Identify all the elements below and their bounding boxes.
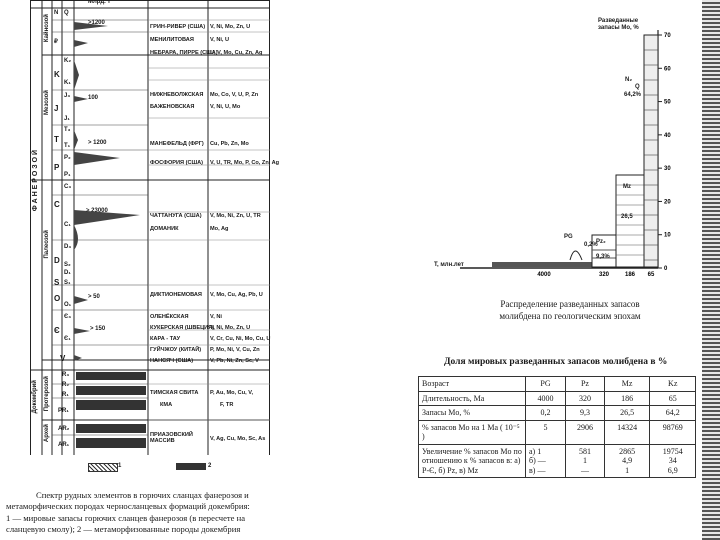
period-c: C [54, 200, 60, 209]
segment-label-mz: 26,5 [621, 214, 633, 220]
mo-share-table [418, 376, 696, 478]
y-tick-label: 30 [664, 166, 671, 173]
column-header: Млрд. т [88, 0, 111, 5]
era-label-mz: Мезозой [44, 90, 50, 115]
table-cell: 320 [566, 391, 605, 406]
eon-label-precambrian: Докембрий [32, 380, 38, 414]
period-cm3: Є₃ [64, 314, 72, 320]
x-tick-label: 4000 [537, 272, 551, 278]
era-label-pt: Протерозой [44, 376, 50, 412]
chart-y-title-line2: запасы Mo, % [598, 25, 639, 31]
period-p: P [54, 163, 60, 172]
period-p2: P₂ [64, 155, 71, 161]
chart-caption-line: молибдена по геологическим эпохам [499, 311, 641, 321]
period-d1: D₁ [64, 270, 71, 276]
legend-swatch-2 [176, 463, 206, 470]
period-k2: K₂ [64, 58, 71, 64]
period-r2: R₂ [62, 382, 69, 388]
element-list: V, Mo, Cu, Ag, Pb, U [210, 292, 263, 298]
caption-line: сланцевую смолу); 2 — метаморфизованные породы докембрия [6, 524, 241, 535]
caption-line: 1 — мировые запасы горючих сланцев фанерозоя (в пересчете на [6, 512, 246, 523]
deposit-label: ДОМАНИК [150, 226, 179, 232]
period-j: J [54, 104, 59, 113]
period-j1: J₁ [64, 116, 70, 122]
legend-swatch-1 [88, 463, 118, 472]
deposit-label: НАНСЯЧ (США) [150, 358, 194, 364]
table-row [419, 444, 696, 478]
element-list: V, Ni, Mo, Zn, U [210, 24, 251, 30]
element-list: F, TR [220, 402, 234, 408]
y-tick-label: 10 [664, 232, 671, 239]
table-cell: 2865 4,9 1 [604, 444, 650, 478]
chart-caption-line: Распределение разведанных запасов [500, 299, 640, 309]
period-k1: K₁ [64, 80, 71, 86]
annotation-n2: N₂ [625, 77, 632, 83]
element-list: V, U, TR, Mo, P, Co, Zn, Ag [210, 160, 280, 166]
period-t1: T₁ [64, 143, 71, 149]
left-caption [6, 490, 250, 536]
period-s: S [54, 278, 60, 287]
row-label: Длительность, Ма [419, 391, 526, 406]
area-segment-pg [492, 262, 592, 267]
eon-label-phanerozoic: Ф А Н Е Р О З О Й [32, 150, 39, 212]
caption-line: Спектр рудных элементов в горючих сланцах фанерозоя и [36, 490, 249, 500]
period-v: V [60, 354, 66, 363]
row-label: Запасы Mo, % [419, 406, 526, 421]
element-list: V, Pb, Ni, Zn, Sc, V [210, 358, 259, 364]
period-c3: C₃ [64, 184, 72, 190]
deposit-label: ТИМСКАЯ СВИТА [150, 390, 199, 396]
table-header-cell: Mz [604, 377, 650, 392]
table-cell: 9,3 [566, 406, 605, 421]
element-list: V, Ni, U, Mo [210, 104, 241, 110]
x-tick-label: 186 [624, 272, 636, 278]
area-segment-kz [644, 35, 658, 267]
reserve-label: > 23000 [86, 208, 108, 214]
table-header-row [419, 377, 696, 392]
period-s1: S₁ [64, 280, 71, 286]
era-label-pz: Палеозой [44, 230, 50, 259]
table-cell: 14324 [604, 420, 650, 444]
table-cell: 5 [526, 420, 566, 444]
y-tick-label: 50 [664, 99, 671, 106]
table-header-cell: Возраст [419, 377, 526, 392]
annotation-mz: Mz [623, 184, 631, 190]
deposit-label: ГРИН-РИВЕР (США) [150, 24, 206, 30]
table-row [419, 406, 696, 421]
x-tick-label: 320 [598, 272, 610, 278]
period-d3: D₃ [64, 244, 72, 250]
deposit-label: БАЖЕНОВСКАЯ [150, 104, 195, 110]
precambrian-bars [76, 372, 146, 448]
period-n: N [54, 10, 59, 16]
legend-label-1: 1 [118, 463, 122, 469]
period-ar2: AR₂ [58, 426, 70, 432]
chart-y-title-line1: Разведанные [598, 18, 639, 24]
row-label: Увеличение % запасов Mo по отношению к % запасов в: а) Р-Є, б) Pz, в) Mz [419, 444, 526, 478]
deposit-label: КМА [160, 402, 173, 408]
y-tick-label: 0 [664, 266, 668, 272]
deposit-label: ФОСФОРИЯ (США) [150, 160, 204, 166]
x-axis-label: T, млн.лет [434, 262, 464, 268]
deposit-label: НЕБРАРА, ПИРРЕ (США) [150, 50, 218, 56]
period-ar1: AR₁ [58, 442, 70, 448]
element-list: U, V, Mo, Cu, Zn, Ag [210, 50, 263, 56]
annotation-q: Q [635, 84, 640, 90]
element-list: V, Ni [210, 314, 222, 320]
table-header-cell: PG [526, 377, 566, 392]
chart-caption [470, 298, 670, 322]
caption-line: метаморфических породах черносланцевых формаций докембрия: [6, 501, 250, 512]
reserve-label: > 150 [90, 326, 106, 332]
stratigraphic-ore-spectrum-figure [30, 0, 280, 455]
element-list: V, Cr, Cu, Ni, Mo, Cu, U [210, 336, 271, 342]
deposit-label: ДИКТИОНЕМОВАЯ [150, 292, 202, 298]
period-t3: T₃ [64, 127, 71, 133]
period-d: D [54, 256, 60, 265]
period-r1: R₁ [62, 392, 69, 398]
deposit-label: МЕНИЛИТОВАЯ [150, 37, 194, 43]
element-list: V, Ni, U [210, 37, 230, 43]
period-pg: ₽ [54, 39, 58, 45]
deposit-label: ОЛЕНЁКСКАЯ [150, 314, 189, 320]
deposit-label: МАНЕФЕЛЬД (ФРГ) [150, 141, 204, 147]
reserve-label: > 50 [88, 294, 100, 300]
annotation-pg: PG [564, 234, 573, 240]
table-header-cell: Kz [650, 377, 696, 392]
period-cm1: Є₁ [64, 336, 71, 342]
table-cell: 0,2 [526, 406, 566, 421]
period-pr1: PR₁ [58, 408, 69, 414]
segment-label-kz: 64,2% [624, 92, 642, 98]
y-tick-label: 60 [664, 66, 671, 73]
deposit-label: КУКЕРСКАЯ (ШВЕЦИЯ) [150, 325, 215, 331]
annotation-pz: Pz₂ [596, 239, 606, 245]
era-label-kz: Кайнозой [44, 14, 50, 43]
x-tick-label: 65 [647, 272, 655, 278]
table-cell: 26,5 [604, 406, 650, 421]
row-label: % запасов Mo на 1 Ма ( 10⁻⁵ ) [419, 420, 526, 444]
pg-arc [570, 251, 582, 260]
reserve-label: 100 [88, 95, 99, 101]
segment-label-pz: 9,3% [596, 254, 610, 260]
y-tick-label: 20 [664, 199, 671, 206]
table-row [419, 420, 696, 444]
y-tick-label: 70 [664, 33, 671, 39]
deposit-label: ЧАТТАНУГА (США) [150, 213, 202, 219]
table-cell: 65 [650, 391, 696, 406]
element-list: P, Mo, Ni, V, Cu, Zn [210, 347, 260, 353]
element-list: Mo, Ag [210, 226, 229, 232]
table-row [419, 391, 696, 406]
table-title: Доля мировых разведанных запасов молибдена в % [444, 357, 668, 367]
legend-label-2: 2 [208, 463, 212, 469]
table-header-cell: Pz [566, 377, 605, 392]
period-c1: C₁ [64, 222, 71, 228]
period-p1: P₁ [64, 172, 71, 178]
period-k: K [54, 70, 60, 79]
period-s2: S₂ [64, 262, 71, 268]
period-o1: O₁ [64, 302, 72, 308]
element-list: V, Ni, Mo, Zn, U [210, 325, 251, 331]
period-q: Q [64, 10, 69, 16]
deposit-label: КАРА - ТАУ [150, 336, 181, 342]
element-list: V, Mo, Ni, Zn, U, TR [210, 213, 261, 219]
table-cell: 2906 [566, 420, 605, 444]
period-cm: Є [54, 326, 60, 335]
page-edge-stripe [702, 0, 720, 540]
period-o: O [54, 294, 61, 303]
reserve-label: >1200 [88, 20, 105, 26]
y-tick-label: 40 [664, 132, 671, 139]
table-cell: 98769 [650, 420, 696, 444]
deposit-label: ПРИАЗОВСКИЙ МАССИВ [150, 432, 193, 444]
deposit-label: ГУЙЧЖОУ (КИТАЙ) [150, 347, 202, 353]
chart-svg [420, 10, 690, 290]
element-list: Cu, Pb, Zn, Mo [210, 141, 249, 147]
element-list: P, Au, Mo, Cu, V, [210, 390, 253, 396]
table-cell: а) 1 б) — в) — [526, 444, 566, 478]
period-r3: R₃ [62, 372, 70, 378]
deposit-label: НИЖНЕВОЛЖСКАЯ [150, 92, 204, 98]
table-cell: 64,2 [650, 406, 696, 421]
table-cell: 186 [604, 391, 650, 406]
element-list: V, Ag, Cu, Mo, Sc, As [210, 436, 266, 442]
segment-label-pg: 0,2% [584, 242, 598, 248]
chart-y-title [598, 18, 639, 32]
reserve-label: > 1200 [88, 140, 107, 146]
table-cell: 19754 34 6,9 [650, 444, 696, 478]
table-cell: 581 1 — [566, 444, 605, 478]
period-t: T [54, 135, 59, 144]
era-label-ar: Архей [44, 424, 50, 443]
element-list: Mo, Co, V, U, P, Zn [210, 92, 259, 98]
table-cell: 4000 [526, 391, 566, 406]
period-j3: J₃ [64, 93, 71, 99]
mo-reserves-chart [420, 10, 690, 290]
